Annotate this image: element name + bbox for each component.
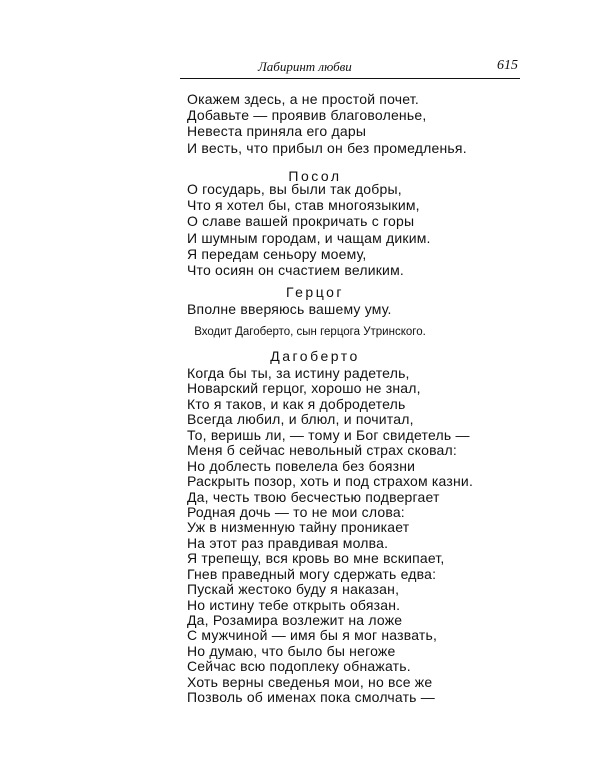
verse-line: Хоть верны сведенья мои, но все же <box>187 673 433 690</box>
verse-line: Что осиян он счастием великим. <box>187 261 404 278</box>
verse-line: На этот раз правдивая молва. <box>187 534 389 551</box>
verse-line: Но доблесть повелела без боязни <box>187 457 416 474</box>
verse-line: Невеста приняла его дары <box>187 123 367 140</box>
speaker-name: Герцог <box>286 284 344 300</box>
verse-line: О государь, вы были так добры, <box>187 181 402 197</box>
running-header <box>180 58 520 79</box>
verse-line: Что я хотел бы, став многоязыким, <box>187 197 420 214</box>
verse-line: С мужчиной — имя бы я мог назвать, <box>187 627 438 644</box>
verse-line: Уж в низменную тайну проникает <box>187 519 410 536</box>
speaker-name: Дагоберто <box>270 348 360 364</box>
verse-line: Кто я таков, и как я добродетель <box>187 395 406 412</box>
verse-line: Гнев праведный могу сдержать едва: <box>187 565 437 582</box>
verse-line: Я трепещу, вся кровь во мне вскипает, <box>187 550 445 567</box>
verse-line: Новарский герцог, хорошо не знал, <box>187 380 421 397</box>
speaker-name: Посол <box>288 168 342 184</box>
stanza-3 <box>187 301 392 317</box>
verse-line: Окажем здесь, а не простой почет. <box>187 91 419 107</box>
stanza-2 <box>187 181 431 278</box>
verse-line: Вполне вверяюсь вашему уму. <box>187 301 392 317</box>
verse-line: И шумным городам, и чащам диким. <box>187 229 431 246</box>
verse-line: Раскрыть позор, хоть и под страхом казни. <box>187 473 474 490</box>
verse-line: Родная дочь — то не мои слова: <box>187 503 405 520</box>
verse-line: Я передам сеньору моему, <box>187 245 367 262</box>
verse-line: Всегда любил, и блюл, и почитал, <box>187 411 414 428</box>
verse-line: Позволь об именах пока смолчать — <box>187 689 435 706</box>
verse-line: То, веришь ли, — тому и Бог свидетель — <box>187 426 470 443</box>
verse-line: Пускай жестоко буду я наказан, <box>187 581 400 598</box>
verse-line: О славе вашей прокричать с горы <box>187 213 415 230</box>
verse-line: Но истину тебе открыть обязан. <box>187 596 401 613</box>
verse-line: Да, честь твою бесчестью подвергает <box>187 488 440 505</box>
verse-line: Меня б сейчас невольный страх сковал: <box>187 442 458 459</box>
stanza-1 <box>187 91 467 156</box>
page-number: 615 <box>497 58 518 73</box>
verse-line: Но думаю, что было бы негоже <box>187 642 396 659</box>
verse-line: Когда бы ты, за истину радетель, <box>187 365 410 381</box>
verse-line: Добавьте — проявив благоволенье, <box>187 107 427 124</box>
stage-direction: Входит Дагоберто, сын герцога Утринского. <box>194 326 426 338</box>
verse-line: Сейчас всю подоплеку обнажать. <box>187 658 411 675</box>
verse-line: Да, Розамира возлежит на ложе <box>187 612 403 628</box>
running-title: Лабиринт любви <box>258 59 352 74</box>
stanza-4 <box>187 366 473 706</box>
verse-line: И весть, что прибыл он без промедленья. <box>187 139 467 156</box>
